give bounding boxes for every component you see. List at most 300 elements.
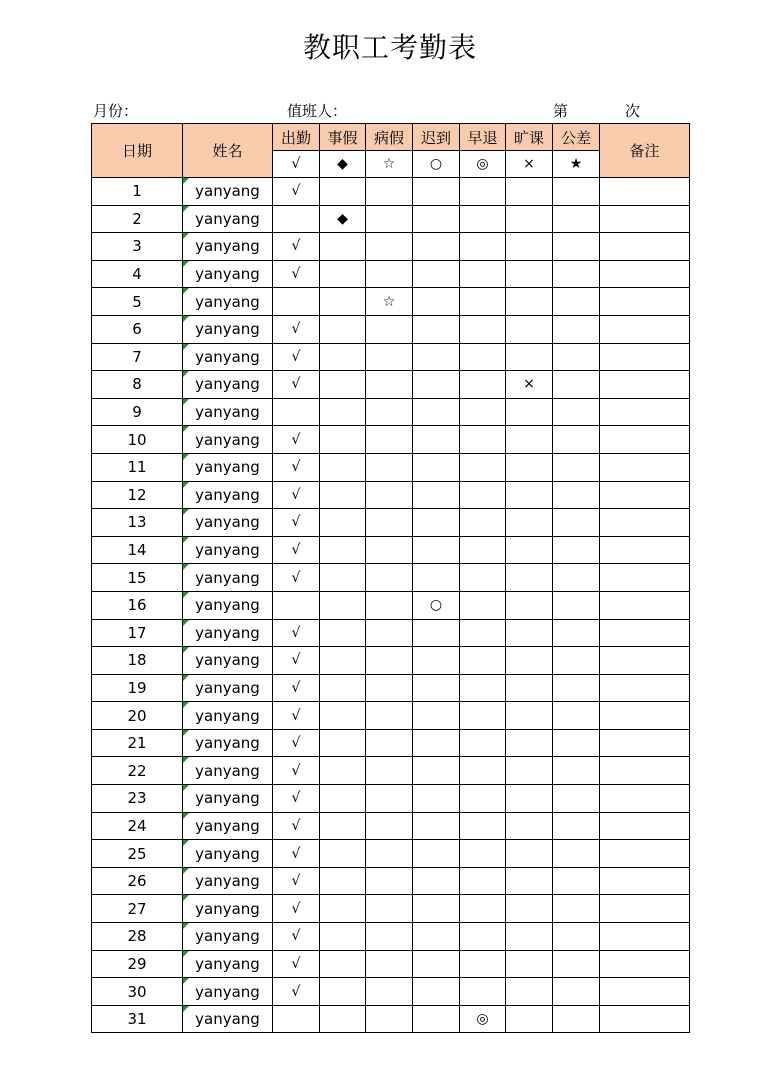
mark-cell[interactable] bbox=[320, 674, 366, 702]
mark-cell[interactable] bbox=[460, 233, 506, 261]
date-cell[interactable]: 6 bbox=[92, 315, 183, 343]
mark-cell[interactable]: √ bbox=[273, 343, 320, 371]
name-cell[interactable]: yanyang bbox=[183, 702, 273, 730]
remark-cell[interactable] bbox=[600, 647, 690, 675]
mark-cell[interactable] bbox=[320, 812, 366, 840]
name-cell[interactable]: yanyang bbox=[183, 674, 273, 702]
mark-cell[interactable] bbox=[413, 509, 460, 537]
mark-cell[interactable] bbox=[553, 481, 600, 509]
mark-cell[interactable] bbox=[506, 315, 553, 343]
mark-cell[interactable] bbox=[460, 343, 506, 371]
mark-cell[interactable] bbox=[553, 674, 600, 702]
date-cell[interactable]: 29 bbox=[92, 950, 183, 978]
mark-cell[interactable] bbox=[273, 591, 320, 619]
mark-cell[interactable] bbox=[553, 757, 600, 785]
mark-cell[interactable] bbox=[320, 702, 366, 730]
mark-cell[interactable] bbox=[553, 867, 600, 895]
mark-cell[interactable] bbox=[553, 315, 600, 343]
mark-cell[interactable] bbox=[366, 840, 413, 868]
mark-cell[interactable] bbox=[506, 509, 553, 537]
date-cell[interactable]: 9 bbox=[92, 398, 183, 426]
remark-cell[interactable] bbox=[600, 288, 690, 316]
mark-cell[interactable] bbox=[506, 950, 553, 978]
mark-cell[interactable] bbox=[506, 288, 553, 316]
mark-cell[interactable] bbox=[273, 288, 320, 316]
header-category[interactable]: 事假 bbox=[320, 124, 366, 151]
mark-cell[interactable] bbox=[553, 371, 600, 399]
remark-cell[interactable] bbox=[600, 785, 690, 813]
mark-cell[interactable] bbox=[553, 702, 600, 730]
mark-cell[interactable] bbox=[413, 867, 460, 895]
mark-cell[interactable] bbox=[506, 895, 553, 923]
mark-cell[interactable] bbox=[413, 647, 460, 675]
mark-cell[interactable]: √ bbox=[273, 564, 320, 592]
date-cell[interactable]: 1 bbox=[92, 178, 183, 206]
date-cell[interactable]: 23 bbox=[92, 785, 183, 813]
remark-cell[interactable] bbox=[600, 233, 690, 261]
name-cell[interactable]: yanyang bbox=[183, 867, 273, 895]
date-cell[interactable]: 24 bbox=[92, 812, 183, 840]
header-category[interactable]: 病假 bbox=[366, 124, 413, 151]
mark-cell[interactable] bbox=[320, 840, 366, 868]
date-cell[interactable]: 19 bbox=[92, 674, 183, 702]
mark-cell[interactable] bbox=[413, 923, 460, 951]
mark-cell[interactable] bbox=[320, 426, 366, 454]
remark-cell[interactable] bbox=[600, 205, 690, 233]
mark-cell[interactable] bbox=[506, 233, 553, 261]
mark-cell[interactable] bbox=[553, 729, 600, 757]
mark-cell[interactable] bbox=[553, 178, 600, 206]
remark-cell[interactable] bbox=[600, 1005, 690, 1033]
remark-cell[interactable] bbox=[600, 178, 690, 206]
date-cell[interactable]: 21 bbox=[92, 729, 183, 757]
mark-cell[interactable] bbox=[320, 1005, 366, 1033]
date-cell[interactable]: 25 bbox=[92, 840, 183, 868]
remark-cell[interactable] bbox=[600, 481, 690, 509]
mark-cell[interactable] bbox=[413, 785, 460, 813]
mark-cell[interactable] bbox=[553, 509, 600, 537]
mark-cell[interactable] bbox=[413, 702, 460, 730]
mark-cell[interactable] bbox=[320, 895, 366, 923]
mark-cell[interactable]: √ bbox=[273, 426, 320, 454]
remark-cell[interactable] bbox=[600, 895, 690, 923]
remark-cell[interactable] bbox=[600, 343, 690, 371]
mark-cell[interactable] bbox=[366, 178, 413, 206]
mark-cell[interactable]: √ bbox=[273, 647, 320, 675]
mark-cell[interactable] bbox=[460, 315, 506, 343]
mark-cell[interactable] bbox=[273, 398, 320, 426]
mark-cell[interactable] bbox=[460, 895, 506, 923]
date-cell[interactable]: 13 bbox=[92, 509, 183, 537]
remark-cell[interactable] bbox=[600, 426, 690, 454]
name-cell[interactable]: yanyang bbox=[183, 785, 273, 813]
mark-cell[interactable] bbox=[460, 509, 506, 537]
name-cell[interactable]: yanyang bbox=[183, 536, 273, 564]
mark-cell[interactable] bbox=[413, 260, 460, 288]
mark-cell[interactable] bbox=[506, 453, 553, 481]
mark-cell[interactable]: ◆ bbox=[320, 205, 366, 233]
header-category[interactable]: 迟到 bbox=[413, 124, 460, 151]
mark-cell[interactable] bbox=[553, 619, 600, 647]
date-cell[interactable]: 4 bbox=[92, 260, 183, 288]
mark-cell[interactable] bbox=[460, 812, 506, 840]
mark-cell[interactable] bbox=[460, 288, 506, 316]
remark-cell[interactable] bbox=[600, 729, 690, 757]
mark-cell[interactable] bbox=[413, 315, 460, 343]
mark-cell[interactable] bbox=[506, 398, 553, 426]
mark-cell[interactable] bbox=[460, 619, 506, 647]
mark-cell[interactable] bbox=[460, 923, 506, 951]
mark-cell[interactable] bbox=[320, 288, 366, 316]
mark-cell[interactable] bbox=[506, 481, 553, 509]
mark-cell[interactable] bbox=[320, 867, 366, 895]
mark-cell[interactable] bbox=[553, 536, 600, 564]
mark-cell[interactable] bbox=[506, 867, 553, 895]
mark-cell[interactable] bbox=[460, 674, 506, 702]
name-cell[interactable]: yanyang bbox=[183, 178, 273, 206]
date-cell[interactable]: 16 bbox=[92, 591, 183, 619]
mark-cell[interactable] bbox=[460, 481, 506, 509]
mark-cell[interactable]: ◎ bbox=[460, 1005, 506, 1033]
mark-cell[interactable] bbox=[553, 591, 600, 619]
remark-cell[interactable] bbox=[600, 591, 690, 619]
mark-cell[interactable] bbox=[366, 757, 413, 785]
mark-cell[interactable]: √ bbox=[273, 315, 320, 343]
mark-cell[interactable] bbox=[506, 564, 553, 592]
mark-cell[interactable] bbox=[320, 398, 366, 426]
date-cell[interactable]: 22 bbox=[92, 757, 183, 785]
date-cell[interactable]: 18 bbox=[92, 647, 183, 675]
date-cell[interactable]: 15 bbox=[92, 564, 183, 592]
date-cell[interactable]: 17 bbox=[92, 619, 183, 647]
mark-cell[interactable] bbox=[413, 757, 460, 785]
header-remark[interactable]: 备注 bbox=[600, 124, 690, 178]
mark-cell[interactable] bbox=[366, 785, 413, 813]
name-cell[interactable]: yanyang bbox=[183, 647, 273, 675]
mark-cell[interactable] bbox=[460, 371, 506, 399]
mark-cell[interactable] bbox=[413, 481, 460, 509]
mark-cell[interactable] bbox=[553, 895, 600, 923]
remark-cell[interactable] bbox=[600, 757, 690, 785]
date-cell[interactable]: 28 bbox=[92, 923, 183, 951]
mark-cell[interactable] bbox=[366, 674, 413, 702]
name-cell[interactable]: yanyang bbox=[183, 950, 273, 978]
name-cell[interactable]: yanyang bbox=[183, 453, 273, 481]
symbol-cell[interactable]: ◎ bbox=[460, 151, 506, 178]
mark-cell[interactable] bbox=[413, 536, 460, 564]
mark-cell[interactable] bbox=[553, 978, 600, 1006]
mark-cell[interactable] bbox=[460, 205, 506, 233]
mark-cell[interactable] bbox=[506, 702, 553, 730]
mark-cell[interactable] bbox=[506, 343, 553, 371]
mark-cell[interactable]: × bbox=[506, 371, 553, 399]
mark-cell[interactable] bbox=[460, 867, 506, 895]
mark-cell[interactable] bbox=[413, 895, 460, 923]
mark-cell[interactable]: √ bbox=[273, 619, 320, 647]
mark-cell[interactable]: √ bbox=[273, 840, 320, 868]
mark-cell[interactable] bbox=[413, 178, 460, 206]
name-cell[interactable]: yanyang bbox=[183, 564, 273, 592]
mark-cell[interactable] bbox=[506, 647, 553, 675]
mark-cell[interactable] bbox=[506, 978, 553, 1006]
mark-cell[interactable] bbox=[460, 178, 506, 206]
mark-cell[interactable] bbox=[366, 647, 413, 675]
date-cell[interactable]: 26 bbox=[92, 867, 183, 895]
remark-cell[interactable] bbox=[600, 315, 690, 343]
mark-cell[interactable] bbox=[366, 509, 413, 537]
mark-cell[interactable] bbox=[553, 647, 600, 675]
mark-cell[interactable] bbox=[320, 978, 366, 1006]
name-cell[interactable]: yanyang bbox=[183, 398, 273, 426]
remark-cell[interactable] bbox=[600, 260, 690, 288]
mark-cell[interactable] bbox=[413, 343, 460, 371]
remark-cell[interactable] bbox=[600, 950, 690, 978]
mark-cell[interactable] bbox=[553, 288, 600, 316]
mark-cell[interactable] bbox=[366, 453, 413, 481]
remark-cell[interactable] bbox=[600, 509, 690, 537]
name-cell[interactable]: yanyang bbox=[183, 343, 273, 371]
mark-cell[interactable] bbox=[413, 950, 460, 978]
name-cell[interactable]: yanyang bbox=[183, 315, 273, 343]
mark-cell[interactable] bbox=[553, 923, 600, 951]
mark-cell[interactable] bbox=[366, 923, 413, 951]
mark-cell[interactable]: √ bbox=[273, 509, 320, 537]
mark-cell[interactable] bbox=[366, 1005, 413, 1033]
symbol-cell[interactable]: ☆ bbox=[366, 151, 413, 178]
mark-cell[interactable] bbox=[506, 619, 553, 647]
header-name[interactable]: 姓名 bbox=[183, 124, 273, 178]
mark-cell[interactable] bbox=[320, 233, 366, 261]
date-cell[interactable]: 14 bbox=[92, 536, 183, 564]
mark-cell[interactable] bbox=[413, 812, 460, 840]
date-cell[interactable]: 31 bbox=[92, 1005, 183, 1033]
mark-cell[interactable]: √ bbox=[273, 178, 320, 206]
mark-cell[interactable] bbox=[413, 426, 460, 454]
name-cell[interactable]: yanyang bbox=[183, 978, 273, 1006]
name-cell[interactable]: yanyang bbox=[183, 233, 273, 261]
mark-cell[interactable]: √ bbox=[273, 978, 320, 1006]
mark-cell[interactable] bbox=[506, 536, 553, 564]
mark-cell[interactable] bbox=[366, 867, 413, 895]
mark-cell[interactable] bbox=[413, 619, 460, 647]
name-cell[interactable]: yanyang bbox=[183, 260, 273, 288]
mark-cell[interactable]: √ bbox=[273, 895, 320, 923]
mark-cell[interactable]: ○ bbox=[413, 591, 460, 619]
mark-cell[interactable]: √ bbox=[273, 867, 320, 895]
date-cell[interactable]: 3 bbox=[92, 233, 183, 261]
mark-cell[interactable] bbox=[460, 729, 506, 757]
mark-cell[interactable] bbox=[460, 757, 506, 785]
symbol-cell[interactable]: ○ bbox=[413, 151, 460, 178]
mark-cell[interactable] bbox=[553, 564, 600, 592]
mark-cell[interactable] bbox=[320, 260, 366, 288]
mark-cell[interactable] bbox=[366, 591, 413, 619]
mark-cell[interactable]: √ bbox=[273, 702, 320, 730]
symbol-cell[interactable]: ★ bbox=[553, 151, 600, 178]
mark-cell[interactable] bbox=[413, 564, 460, 592]
remark-cell[interactable] bbox=[600, 453, 690, 481]
mark-cell[interactable] bbox=[413, 205, 460, 233]
remark-cell[interactable] bbox=[600, 398, 690, 426]
mark-cell[interactable] bbox=[366, 398, 413, 426]
mark-cell[interactable] bbox=[460, 840, 506, 868]
date-cell[interactable]: 20 bbox=[92, 702, 183, 730]
date-cell[interactable]: 12 bbox=[92, 481, 183, 509]
name-cell[interactable]: yanyang bbox=[183, 923, 273, 951]
mark-cell[interactable] bbox=[553, 950, 600, 978]
mark-cell[interactable]: √ bbox=[273, 785, 320, 813]
remark-cell[interactable] bbox=[600, 371, 690, 399]
mark-cell[interactable] bbox=[553, 1005, 600, 1033]
name-cell[interactable]: yanyang bbox=[183, 205, 273, 233]
mark-cell[interactable] bbox=[320, 785, 366, 813]
remark-cell[interactable] bbox=[600, 840, 690, 868]
mark-cell[interactable] bbox=[460, 564, 506, 592]
mark-cell[interactable] bbox=[413, 978, 460, 1006]
mark-cell[interactable] bbox=[553, 205, 600, 233]
name-cell[interactable]: yanyang bbox=[183, 509, 273, 537]
mark-cell[interactable] bbox=[553, 812, 600, 840]
mark-cell[interactable] bbox=[460, 950, 506, 978]
mark-cell[interactable] bbox=[553, 260, 600, 288]
mark-cell[interactable] bbox=[506, 757, 553, 785]
mark-cell[interactable] bbox=[366, 950, 413, 978]
mark-cell[interactable]: √ bbox=[273, 757, 320, 785]
date-cell[interactable]: 10 bbox=[92, 426, 183, 454]
mark-cell[interactable]: √ bbox=[273, 453, 320, 481]
mark-cell[interactable] bbox=[460, 453, 506, 481]
mark-cell[interactable] bbox=[460, 647, 506, 675]
mark-cell[interactable] bbox=[460, 398, 506, 426]
mark-cell[interactable] bbox=[320, 564, 366, 592]
mark-cell[interactable] bbox=[413, 453, 460, 481]
mark-cell[interactable] bbox=[366, 729, 413, 757]
remark-cell[interactable] bbox=[600, 619, 690, 647]
mark-cell[interactable] bbox=[366, 426, 413, 454]
name-cell[interactable]: yanyang bbox=[183, 895, 273, 923]
mark-cell[interactable] bbox=[413, 398, 460, 426]
mark-cell[interactable] bbox=[506, 1005, 553, 1033]
mark-cell[interactable]: √ bbox=[273, 260, 320, 288]
mark-cell[interactable] bbox=[553, 426, 600, 454]
symbol-cell[interactable]: × bbox=[506, 151, 553, 178]
mark-cell[interactable] bbox=[506, 674, 553, 702]
mark-cell[interactable] bbox=[553, 453, 600, 481]
header-category[interactable]: 早退 bbox=[460, 124, 506, 151]
date-cell[interactable]: 11 bbox=[92, 453, 183, 481]
mark-cell[interactable]: √ bbox=[273, 812, 320, 840]
mark-cell[interactable] bbox=[460, 702, 506, 730]
mark-cell[interactable] bbox=[460, 978, 506, 1006]
mark-cell[interactable] bbox=[413, 1005, 460, 1033]
mark-cell[interactable]: √ bbox=[273, 729, 320, 757]
mark-cell[interactable] bbox=[460, 591, 506, 619]
mark-cell[interactable]: √ bbox=[273, 481, 320, 509]
name-cell[interactable]: yanyang bbox=[183, 288, 273, 316]
mark-cell[interactable] bbox=[366, 315, 413, 343]
mark-cell[interactable] bbox=[320, 371, 366, 399]
mark-cell[interactable] bbox=[320, 591, 366, 619]
name-cell[interactable]: yanyang bbox=[183, 619, 273, 647]
mark-cell[interactable] bbox=[366, 812, 413, 840]
mark-cell[interactable] bbox=[320, 950, 366, 978]
name-cell[interactable]: yanyang bbox=[183, 757, 273, 785]
name-cell[interactable]: yanyang bbox=[183, 729, 273, 757]
mark-cell[interactable]: √ bbox=[273, 233, 320, 261]
mark-cell[interactable] bbox=[506, 178, 553, 206]
mark-cell[interactable] bbox=[506, 785, 553, 813]
mark-cell[interactable] bbox=[273, 205, 320, 233]
mark-cell[interactable] bbox=[506, 923, 553, 951]
mark-cell[interactable] bbox=[460, 426, 506, 454]
name-cell[interactable]: yanyang bbox=[183, 371, 273, 399]
mark-cell[interactable] bbox=[506, 260, 553, 288]
mark-cell[interactable] bbox=[366, 371, 413, 399]
mark-cell[interactable] bbox=[320, 481, 366, 509]
header-category[interactable]: 旷课 bbox=[506, 124, 553, 151]
mark-cell[interactable] bbox=[366, 564, 413, 592]
mark-cell[interactable] bbox=[413, 674, 460, 702]
mark-cell[interactable] bbox=[366, 978, 413, 1006]
date-cell[interactable]: 30 bbox=[92, 978, 183, 1006]
mark-cell[interactable] bbox=[366, 895, 413, 923]
mark-cell[interactable] bbox=[320, 509, 366, 537]
mark-cell[interactable] bbox=[553, 343, 600, 371]
mark-cell[interactable] bbox=[506, 729, 553, 757]
date-cell[interactable]: 27 bbox=[92, 895, 183, 923]
mark-cell[interactable]: √ bbox=[273, 923, 320, 951]
mark-cell[interactable] bbox=[366, 233, 413, 261]
remark-cell[interactable] bbox=[600, 702, 690, 730]
header-category[interactable]: 公差 bbox=[553, 124, 600, 151]
mark-cell[interactable] bbox=[460, 785, 506, 813]
name-cell[interactable]: yanyang bbox=[183, 426, 273, 454]
mark-cell[interactable] bbox=[460, 260, 506, 288]
remark-cell[interactable] bbox=[600, 923, 690, 951]
mark-cell[interactable] bbox=[320, 536, 366, 564]
mark-cell[interactable] bbox=[553, 398, 600, 426]
mark-cell[interactable] bbox=[320, 315, 366, 343]
mark-cell[interactable]: ☆ bbox=[366, 288, 413, 316]
mark-cell[interactable] bbox=[320, 343, 366, 371]
mark-cell[interactable] bbox=[320, 757, 366, 785]
header-category[interactable]: 出勤 bbox=[273, 124, 320, 151]
name-cell[interactable]: yanyang bbox=[183, 840, 273, 868]
mark-cell[interactable] bbox=[366, 205, 413, 233]
name-cell[interactable]: yanyang bbox=[183, 812, 273, 840]
mark-cell[interactable] bbox=[506, 840, 553, 868]
mark-cell[interactable] bbox=[413, 288, 460, 316]
symbol-cell[interactable]: √ bbox=[273, 151, 320, 178]
mark-cell[interactable] bbox=[413, 840, 460, 868]
remark-cell[interactable] bbox=[600, 867, 690, 895]
mark-cell[interactable] bbox=[506, 205, 553, 233]
mark-cell[interactable] bbox=[460, 536, 506, 564]
date-cell[interactable]: 5 bbox=[92, 288, 183, 316]
header-date[interactable]: 日期 bbox=[92, 124, 183, 178]
date-cell[interactable]: 7 bbox=[92, 343, 183, 371]
mark-cell[interactable] bbox=[366, 481, 413, 509]
mark-cell[interactable] bbox=[320, 453, 366, 481]
remark-cell[interactable] bbox=[600, 536, 690, 564]
mark-cell[interactable] bbox=[366, 536, 413, 564]
mark-cell[interactable] bbox=[320, 923, 366, 951]
name-cell[interactable]: yanyang bbox=[183, 1005, 273, 1033]
mark-cell[interactable] bbox=[413, 233, 460, 261]
mark-cell[interactable] bbox=[553, 785, 600, 813]
mark-cell[interactable]: √ bbox=[273, 536, 320, 564]
mark-cell[interactable] bbox=[506, 812, 553, 840]
